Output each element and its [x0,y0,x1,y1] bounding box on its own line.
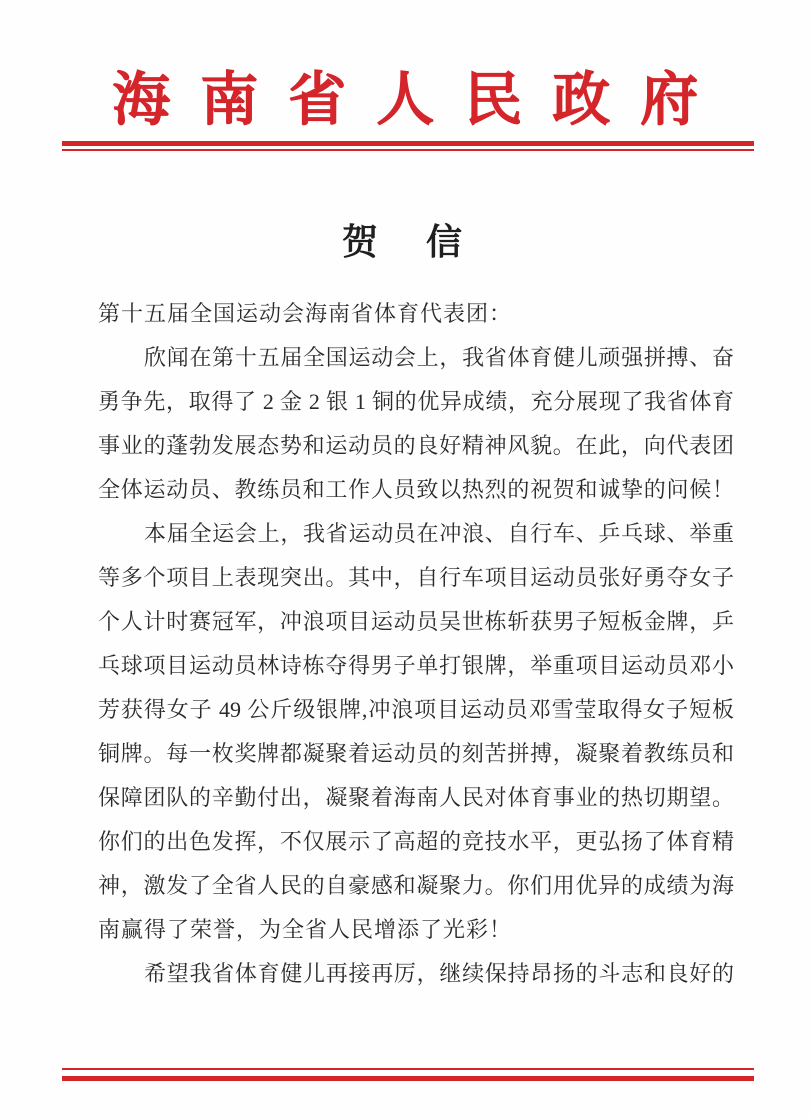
body-line: 南赢得了荣誉，为全省人民增添了光彩！ [98,917,513,942]
body-line: 铜牌。每一枚奖牌都凝聚着运动员的刻苦拼搏，凝聚着教练员和 [98,741,734,766]
body-line: 全体运动员、教练员和工作人员致以热烈的祝贺和诚挚的问候！ [98,477,734,502]
body-line: 等多个项目上表现突出。其中，自行车项目运动员张好勇夺女子 [98,565,734,590]
header-rule-thin [62,149,754,151]
body-line: 勇争先，取得了 2 金 2 银 1 铜的优异成绩，充分展现了我省体育 [98,389,734,414]
body-text [98,292,734,996]
body-line: 个人计时赛冠军，冲浪项目运动员吴世栋斩获男子短板金牌，乒 [98,609,734,634]
body-line: 第十五届全国运动会海南省体育代表团： [98,301,513,326]
document-title: 贺 信 [341,222,468,262]
footer-rule-thin [62,1068,754,1070]
body-line: 希望我省体育健儿再接再厉，继续保持昂扬的斗志和良好的 [144,961,734,986]
letterhead-title: 海南省人民政府 [111,67,728,132]
body-line: 保障团队的辛勤付出，凝聚着海南人民对体育事业的热切期望。 [98,785,734,810]
footer-rule-thick [62,1076,754,1081]
body-line: 事业的蓬勃发展态势和运动员的良好精神风貌。在此，向代表团 [98,433,734,458]
body-line: 欣闻在第十五届全国运动会上，我省体育健儿顽强拼搏、奋 [144,345,734,370]
body-line: 乓球项目运动员林诗栋夺得男子单打银牌，举重项目运动员邓小 [98,653,734,678]
body-line: 你们的出色发挥，不仅展示了高超的竞技水平，更弘扬了体育精 [98,829,734,854]
body-line: 本届全运会上，我省运动员在冲浪、自行车、乒乓球、举重 [144,521,734,546]
body-line: 神，激发了全省人民的自豪感和凝聚力。你们用优异的成绩为海 [98,873,734,898]
header-rule-thick [62,141,754,146]
body-line: 芳获得女子 49 公斤级银牌,冲浪项目运动员邓雪莹取得女子短板 [98,697,734,722]
